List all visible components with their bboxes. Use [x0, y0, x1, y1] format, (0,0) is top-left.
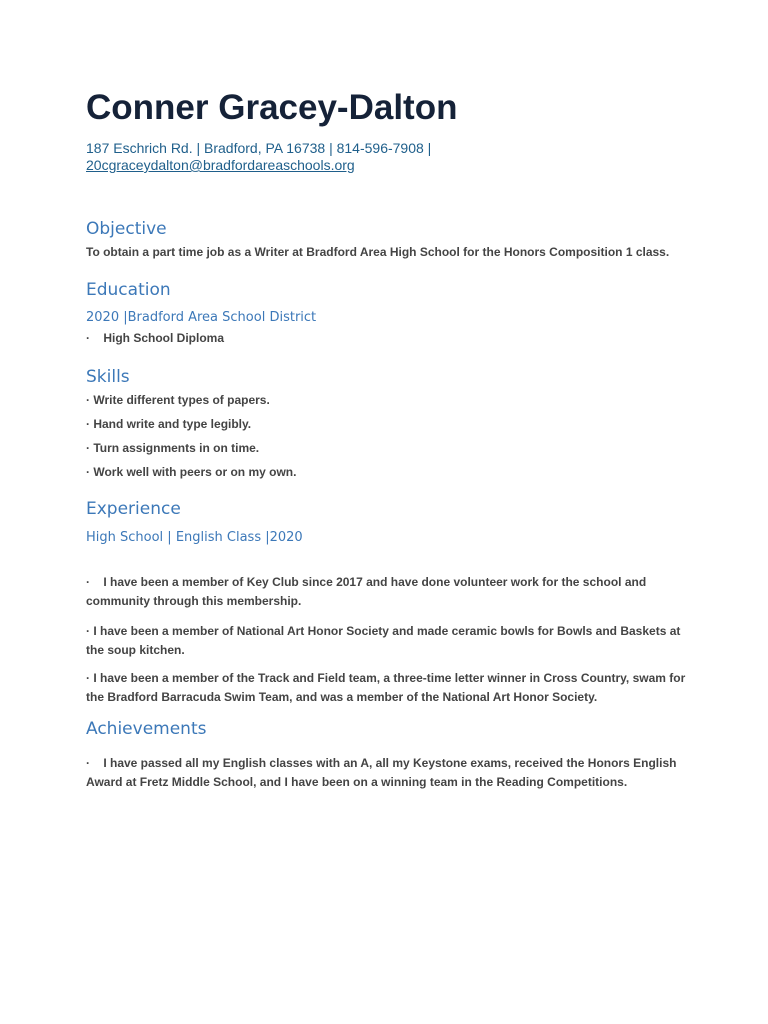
experience-heading: Experience	[86, 499, 181, 519]
skill-item: · Write different types of papers.	[86, 393, 270, 407]
achievements-heading: Achievements	[86, 719, 207, 739]
objective-text: To obtain a part time job as a Writer at Bradford Area High School for the Honors Composition 1 class.	[86, 245, 670, 259]
skill-item: · Turn assignments in on time.	[86, 441, 260, 455]
contact-info	[86, 140, 431, 174]
experience-subheading: High School | English Class |2020	[86, 530, 303, 545]
objective-heading: Objective	[86, 219, 167, 239]
candidate-name: Conner Gracey-Dalton	[86, 88, 458, 127]
skills-heading: Skills	[86, 367, 130, 387]
experience-item: · I have been a member of Key Club since 2017 and have done volunteer work for the school and community through this membership.	[86, 575, 650, 608]
experience-item: · I have been a member of National Art Honor Society and made ceramic bowls for Bowls and Baskets at the soup kitchen.	[86, 624, 681, 657]
education-school-line: 2020 |Bradford Area School District	[86, 310, 317, 325]
email-link[interactable]: 20cgraceydalton@bradfordareaschools.org	[86, 157, 355, 173]
achievements-text: · I have passed all my English classes with an A, all my Keystone exams, received the Honors English Award at Fretz Middle School, and I have been on a winning team in the Reading Competitions.	[86, 756, 680, 789]
experience-item: · I have been a member of the Track and Field team, a three-time letter winner in Cross Country, swam for the Bradford Barracuda Swim Team, and was a member of the National Art Honor Society.	[86, 671, 686, 704]
skill-item: · Work well with peers or on my own.	[86, 465, 297, 479]
contact-line: 187 Eschrich Rd. | Bradford, PA 16738 | 814-596-7908 |	[86, 140, 432, 156]
education-heading: Education	[86, 280, 171, 300]
skill-item: · Hand write and type legibly.	[86, 417, 252, 431]
education-detail: · High School Diploma	[86, 331, 224, 345]
